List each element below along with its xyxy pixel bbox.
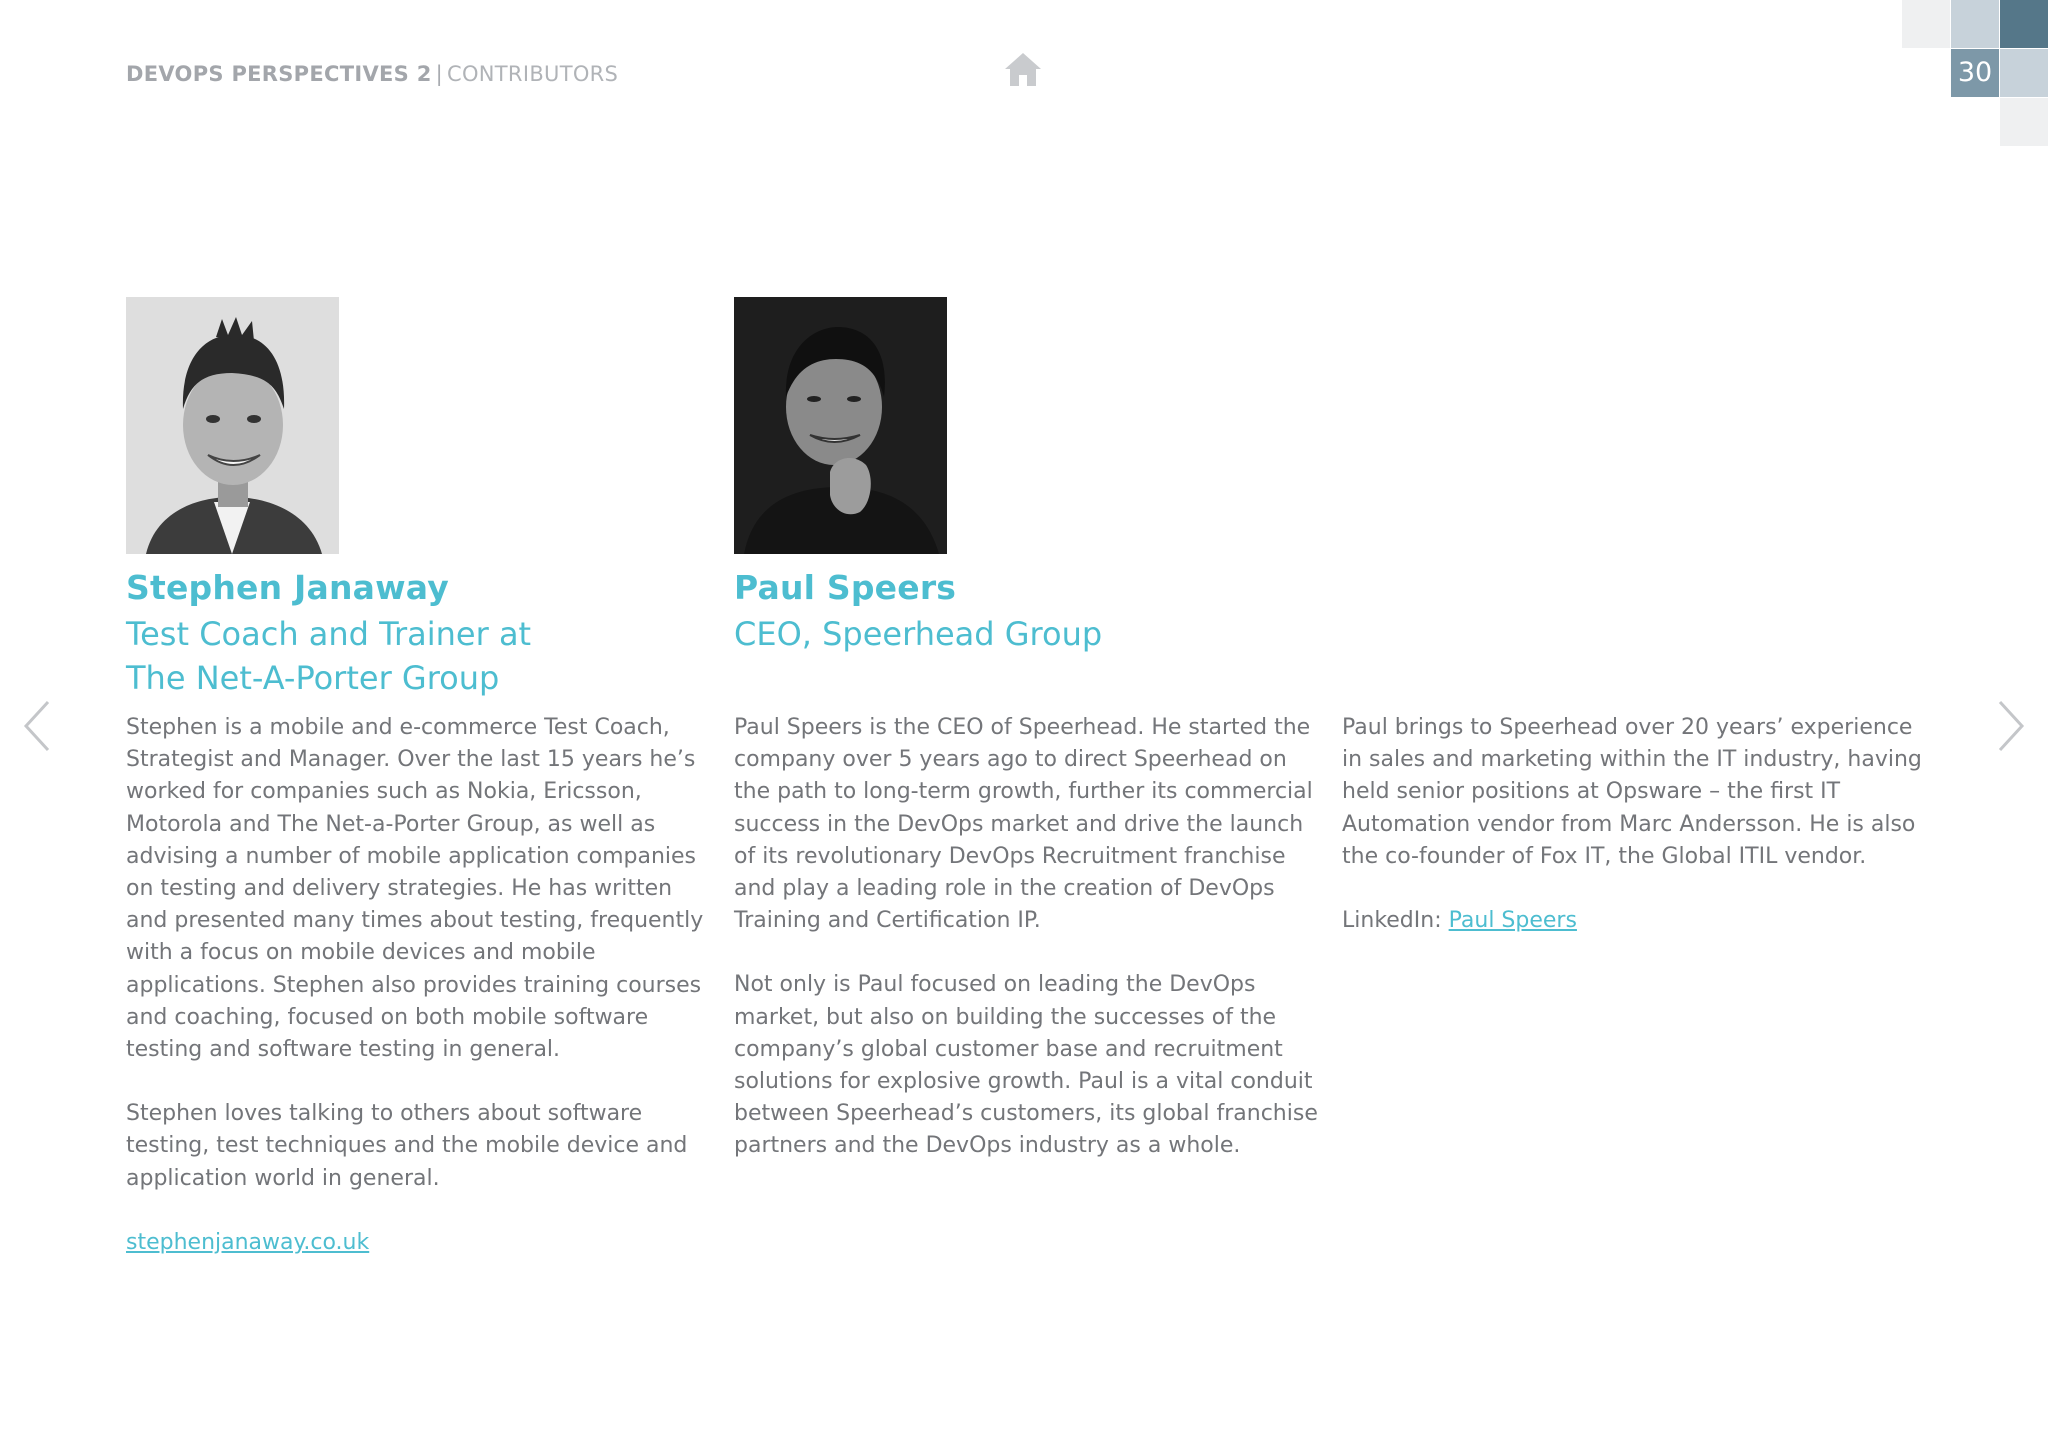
decor-tile: [2000, 98, 2048, 146]
home-icon[interactable]: [1003, 50, 1043, 90]
contributor-bio: [126, 712, 716, 1291]
contributor-role: [734, 612, 1102, 656]
linkedin-link[interactable]: Paul Speers: [1448, 908, 1577, 934]
decor-tile: [2000, 49, 2048, 97]
bio-paragraph: Stephen loves talking to others about software testing, test techniques and the mobile device and application world in general.: [126, 1101, 688, 1191]
contributor-photo: [126, 297, 339, 554]
chevron-right-icon[interactable]: [1990, 696, 2030, 756]
linkedin-label: LinkedIn:: [1342, 908, 1442, 934]
contributor-photo: [734, 297, 947, 554]
bio-paragraph: Paul Speers is the CEO of Speerhead. He started the company over 5 years ago to direct Speerhead on the path to long-term growth, further its commercial success in the DevOps market and drive the launch of its revolutionary DevOps Recruitment franchise and play a leading role in the creation of DevOps Training and Certification IP.: [734, 715, 1313, 934]
contributor-name: Paul Speers: [734, 568, 957, 607]
bio-paragraph: Paul brings to Speerhead over 20 years’ experience in sales and marketing within the IT industry, having held senior positions at Opsware – the first IT Automation vendor from Marc Andersson. He is also the co-founder of Fox IT, the Global ITIL vendor.: [1342, 715, 1922, 869]
bio-paragraph: Not only is Paul focused on leading the DevOps market, but also on building the successes of the company’s global customer base and recruitment solutions for explosive growth. Paul is a vital conduit between Speerhead’s customers, its global franchise partners and the DevOps industry as a whole.: [734, 972, 1318, 1159]
bio-paragraph: Stephen is a mobile and e-commerce Test Coach, Strategist and Manager. Over the last 15 years he’s worked for companies such as Nokia, Ericsson, Motorola and The Net-a-Porter Group, as well as advising a number of mobile application companies on testing and delivery strategies. He has written and presented many times about testing, frequently with a focus on mobile devices and mobile applications. Stephen also provides training courses and coaching, focused on both mobile software testing and software testing in general.: [126, 715, 704, 1063]
contributor-bio-continued: [1342, 712, 1932, 969]
decor-tile: [1951, 0, 1999, 48]
section-title: CONTRIBUTORS: [447, 62, 619, 86]
contributor-role: [126, 612, 531, 700]
header-separator: |: [435, 62, 443, 86]
role-line: CEO, Speerhead Group: [734, 615, 1103, 653]
decor-tile: [2000, 0, 2048, 48]
publication-title: DEVOPS PERSPECTIVES 2: [126, 62, 432, 86]
running-header: [126, 62, 618, 86]
decor-tile: [1902, 0, 1950, 48]
page-number: 30: [1957, 57, 1993, 88]
role-line: The Net-A-Porter Group: [126, 659, 500, 697]
website-link[interactable]: stephenjanaway.co.uk: [126, 1229, 370, 1255]
contributor-name: Stephen Janaway: [126, 568, 449, 607]
contributor-bio: [734, 712, 1324, 1195]
chevron-left-icon[interactable]: [18, 696, 58, 756]
role-line: Test Coach and Trainer at: [126, 615, 532, 653]
